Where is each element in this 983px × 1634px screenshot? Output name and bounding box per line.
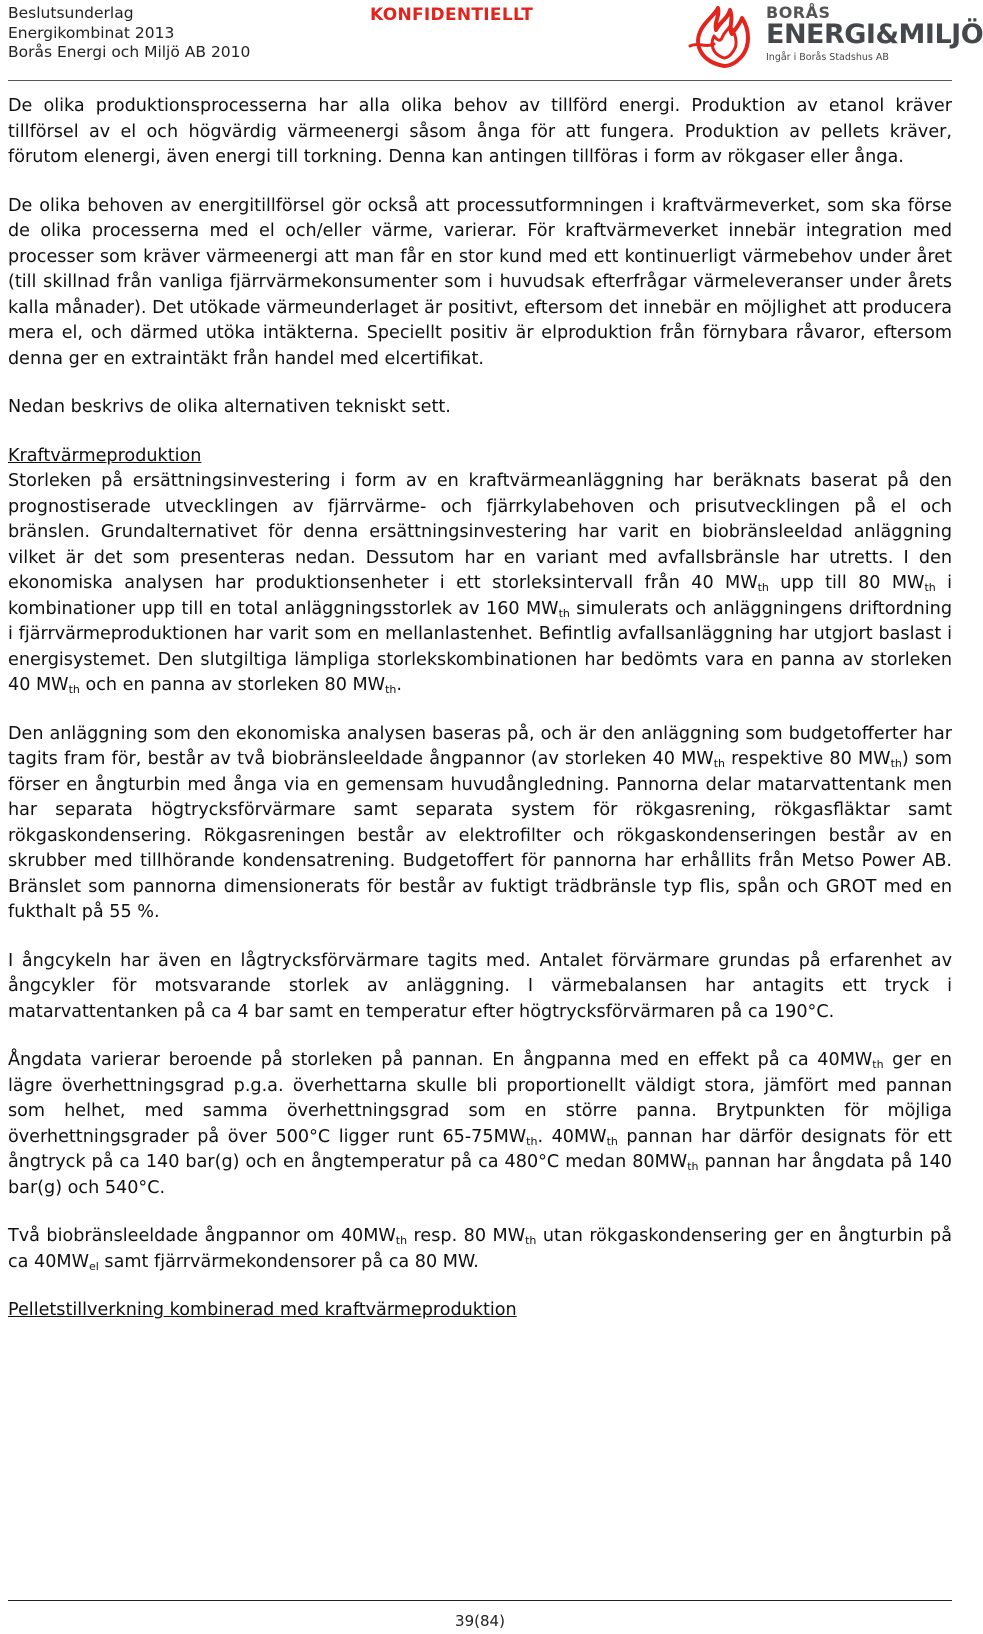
logo-main-text: ENERGI&MILJÖ [766, 19, 983, 50]
header-meta [8, 4, 250, 63]
header-project: Energikombinat 2013 [8, 23, 175, 42]
paragraph-plant-configuration: Den anläggning som den ekonomiska analysen baseras på, och är den anläggning som budgetofferter har tagits fram för, består av två biobränsleeldade ångpannor (av storleken 40 $MW_{th}$ respektive 80 $MW_{th}$) som förser en ångturbin med ånga via en gemensam huvudångledning. Pannorna delar matarvattentank men har separata högtrycksförvärmare samt separata system för rökgasrening, rökgasfläktar samt rökgaskondensering. Rökgasreningen består av elektrofilter och rökgaskondenseringen består av en skrubber med tillhörande kondensatrening. Budgetoffert för pannorna har erhållits från Metso Power AB. Bränslet som pannorna dimensionerats för består av fuktigt trädbränsle typ flis, spån och GROT med en fukthalt på 55 %. [8, 723, 952, 922]
section-heading-chp: Kraftvärmeproduktion [8, 445, 202, 466]
page-header [0, 0, 983, 80]
paragraph-summary: Två biobränsleeldade ångpannor om $40MW_{th}$ resp. 80 $MW_{th}$ utan rökgaskondensering ger en ångturbin på ca $40MW_{el}$ samt fjärrvärmekondensorer på ca 80 MW. [8, 1226, 952, 1273]
logo-subtext: Ingår i Borås Stadshus AB [766, 52, 889, 63]
page-number: 39(84) [455, 1612, 505, 1630]
section-heading-pellets: Pelletstillverkning kombinerad med kraftvärmeproduktion [8, 1300, 517, 1320]
footer-divider [8, 1600, 952, 1601]
paragraph-steam-cycle: I ångcykeln har även en lågtrycksförvärmare tagits med. Antalet förvärmare grundas på erfarenhet av ångcykler för motsvarande storlek av anläggning. I värmebalansen har antagits ett tryck i matarvattentanken på ca 4 bar samt en temperatur efter högtrycksförvärmaren på ca 190°C. [8, 950, 952, 1022]
paragraph-plant-sizing: Storleken på ersättningsinvestering i form av en kraftvärmeanläggning har beräknats baserat på den prognostiserade utvecklingen av fjärrvärme- och fjärrkylabehoven och prisutvecklingen på el och bränslen. Grundalternativet för denna ersättningsinvestering har varit en biobränsleeldad anläggning vilket är det som presenteras nedan. Dessutom har en variant med avfallsbränsle har utretts. I den ekonomiska analysen har produktionsenheter i ett storleksintervall från 40 $MW_{th}$ upp till 80 $MW_{th}$ i kombinationer upp till en total anläggningsstorlek av 160 $MW_{th}$ simulerats och anläggningens driftordning i fjärrvärmeproduktionen har varit som en mellanlastenhet. Befintlig avfallsanläggning har utgjort baslast i energisystemet. Den slutgiltiga lämpliga storlekskombinationen har bedömts vara en panna av storleken 40 $MW_{th}$ och en panna av storleken 80 $MW_{th}$. [8, 471, 952, 696]
paragraph-energy-needs: De olika produktionsprocesserna har alla olika behov av tillförd energi. Produktion av etanol kräver tillförsel av el och högvärdig värmeenergi såsom ånga för att fungera. Produktion av pellets kräver, förutom elenergi, även energi till torkning. Denna kan antingen tillföras i form av rökgaser eller ånga. [8, 96, 952, 167]
header-doc-type: Beslutsunderlag [8, 4, 134, 22]
document-body [8, 94, 952, 1324]
paragraph-alternatives-intro: Nedan beskrivs de olika alternativen tekniskt sett. [8, 397, 451, 417]
paragraph-steam-data: Ångdata varierar beroende på storleken på pannan. En ångpanna med en effekt på ca $40MW_{th}$ ger en lägre överhettningsgrad p.g.a. överhettarna skulle bli proportionellt väldigt stora, jämfört med pannan som helhet, med samma överhettningsgrad som en större panna. Brytpunkten för möjliga överhettningsgrader på över 500°C ligger runt $65-75MW_{th}$. $40MW_{th}$ pannan har därför designats för ett ångtryck på ca 140 bar(g) och en ångtemperatur på ca 480°C medan $80MW_{th}$ pannan har ångdata på 140 bar(g) och 540°C. [8, 1050, 952, 1198]
flame-logo-icon [684, 2, 764, 72]
paragraph-process-design: De olika behoven av energitillförsel gör också att processutformningen i kraftvärmeverket, som ska förse de olika processerna med el och/eller värme, varierar. För kraftvärmeverket innebär integration med processer som kräver värmeenergi att man får en stor kund med ett kontinuerligt värmebehov under året (till skillnad från vanliga fjärrvärmekonsumenter som i huvudsak efterfrågar värmeleveranser under årets kalla månader). Det utökade värmeunderlaget är positivt, eftersom det innebär en möjlighet att producera mera el, och därmed utöka intäkterna. Speciellt positiv är elproduktion från förnybara råvaror, eftersom denna ger en extraintäkt från handel med elcertifikat. [8, 195, 952, 369]
header-company-year: Borås Energi och Miljö AB 2010 [8, 43, 251, 61]
logo-top-text: BORÅS [766, 3, 831, 22]
company-logo [684, 2, 983, 72]
confidential-label: KONFIDENTIELLT [370, 5, 534, 25]
header-divider [8, 80, 952, 81]
logo-wordmark [766, 4, 983, 64]
